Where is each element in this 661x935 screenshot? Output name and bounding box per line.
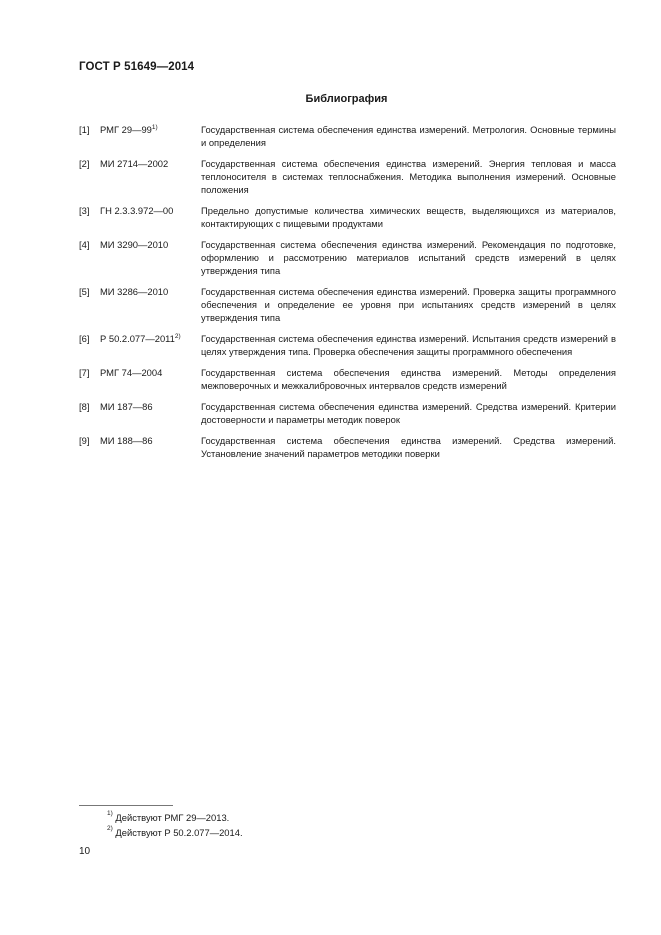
entry-description: Предельно допустимые количества химических веществ, выделяющихся из материалов, контактирующих с пищевыми продуктами [201,205,616,230]
entry-code: МИ 188—86 [100,434,153,446]
document-header: ГОСТ Р 51649—2014 [79,61,195,73]
entry-code: МИ 3290—2010 [100,238,169,250]
entry-number: [2] [79,157,90,169]
entry-number: [9] [79,434,90,446]
entry-code: Р 50.2.077—2011$^{2)}$ [100,333,181,345]
bibliography-entry [79,238,616,278]
section-title: Библиография [305,93,388,105]
footnote-mark: 2) [174,333,181,341]
footnote-mark: 1) [151,124,158,131]
page-number: 10 [79,846,91,857]
entry-description: Государственная система обеспечения единства измерений. Средства измерений. Установление значений параметров методики поверки [201,434,616,460]
bibliography-entry [79,123,616,149]
entry-code: РМГ 74—2004 [100,367,163,379]
bibliography-entry [79,434,616,460]
footnote: $^{2)}$ Действуют Р 50.2.077—2014. [107,825,243,838]
entry-number: [4] [79,238,90,250]
entry-code: МИ 187—86 [100,400,153,412]
entry-description: Государственная система обеспечения единства измерений. Метрология. Основные термины и определения [201,124,616,149]
bibliography-entry [79,157,616,197]
bibliography-entry [79,400,616,426]
entry-description: Государственная система обеспечения единства измерений. Методы определения межповерочных и межкалибровочных интервалов средств измерений [201,367,616,392]
bibliography-entry [79,332,616,358]
bibliography-list [79,123,616,468]
entry-description: Государственная система обеспечения единства измерений. Рекомендация по подготовке, оформлению и рассмотрению материалов испытаний средств измерений в целях утверждения типа [201,238,616,277]
entry-code: ГН 2.3.3.972—00 [100,205,174,217]
footnote-divider [79,805,173,806]
entry-description: Государственная система обеспечения единства измерений. Проверка защиты программного обеспечения и определение ее уровня при испытаниях средств измерений в целях утверждения типа [201,286,616,324]
bibliography-entry [79,366,616,392]
bibliography-entry [79,204,616,230]
entry-code: МИ 2714—2002 [100,157,169,169]
entry-number: [5] [79,286,90,298]
entry-description: Государственная система обеспечения единства измерений. Энергия тепловая и масса теплоносителя в системах теплоснабжения. Методика выполнения измерений. Основные положения [201,157,616,196]
entry-description: Государственная система обеспечения единства измерений. Средства измерений. Критерии достоверности и параметры методик поверок [201,400,616,426]
entry-code: МИ 3286—2010 [100,286,169,298]
bibliography-entry [79,285,616,325]
footnote: $^{1)}$ Действуют РМГ 29—2013. [107,810,230,823]
entry-number: [1] [79,124,90,135]
entry-number: [7] [79,367,90,379]
entry-description: Государственная система обеспечения единства измерений. Испытания средств измерений в целях утверждения типа. Проверка обеспечения защиты программного обеспечения [201,333,616,358]
entry-number: [6] [79,333,90,345]
entry-code: РМГ 29—99$^{1)}$ [100,124,158,135]
entry-number: [8] [79,400,90,412]
entry-number: [3] [79,205,90,217]
